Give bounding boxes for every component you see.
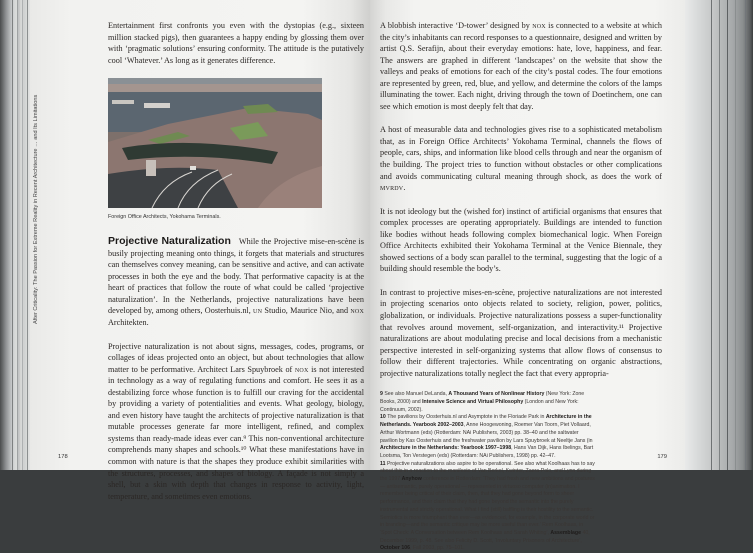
photo-bus — [146, 160, 156, 176]
footnote-text: Projective naturalizations also aspire to be operational. See also what Koolhaas has to say about this in a reaction to the manifesto of Van Berkel, Kwinter, Zaera-Polo, and Lynn during the 1997 — [380, 460, 595, 483]
footnote-text: 40, December 1999, p. 48. See also Felicity D. Scott, ‘Involuntary Prisoners of Architecture’, — [380, 529, 590, 544]
footnote-title: Assemblage — [550, 529, 581, 536]
body-paragraph: In contrast to projective mises-en-scène, projective naturalizations are not interested in projecting scenarios onto objects related to society, religion, power, politics, globalization, or individuals. Projective naturalizations possess a super-functionality that revolves around movement, self-organization, and interactivity.¹¹ Projective naturalizations are about modulating precise and local decisions from a mechanistic perspective interested in self-organizing systems that allow flows of consensus to follow their different trajectories. While concentrating on organic abstractions, projective naturalizations totally neglect the fact that every appropria- — [380, 287, 662, 378]
photo-city-skyline — [108, 84, 322, 92]
figure-caption: Foreign Office Architects, Yokohama Terminals. — [108, 214, 221, 221]
footnote-text: , Fall 2003, pp. 75–101. — [410, 545, 465, 552]
footnote-text: See also Manuel DeLanda, — [384, 391, 449, 398]
acronym: nox — [532, 21, 546, 30]
photo-boat — [112, 100, 134, 104]
body-paragraph: Projective naturalization is not about signs, messages, codes, programs, or collages of ideas projected onto an object, but about technologies that allow matter to be performative. Architect Lars Spuybroek of nox is not interested in technology as a way of regulating functions and comfort. He sees it as a destabilizing force whose function is to fulfill our craving for the accidental by providing a variety of potentialities and events. What geology, biology, and even history have taught the architects of projective naturalization is that mutable processes generate far more intelligent, refined, and complex systems than ready-made ideas ever can.⁹ This non-conventional architecture comprehends many shapes and schools.¹⁰ What these manifestations have in common with nature is that the shapes they produce exhibit similarities with the structures, processes, and shapes of biology. A façade is not simply a shell, but a skin with depth that changes in response to activity, light, temperature, and sometimes even emotions. — [108, 341, 364, 501]
footnote — [380, 391, 595, 414]
footnote — [380, 461, 595, 553]
book-fore-edge-left — [0, 0, 30, 470]
footnote-number: 11 — [380, 460, 387, 467]
figure-yokohama-terminal-photo — [108, 78, 322, 208]
footnote-title: A Thousand Years of Nonlinear History — [448, 391, 545, 398]
footnote-text: , Anne Hoogewoning, Roemer Van Toorn, Piet Vollaard, Arthur Wortmann (eds) (Rotterdam: NAi Publishers, 2003) pp. 38–40 and the saltwater pavilion by Kas Oosterhuis and the freshwater pavilion by Lars Spuybroek at Neeltje Jans (in — [380, 422, 593, 444]
intro-paragraph: Entertainment first confronts you even with the dystopias (e.g., sixteen million stacked pigs), then guarantees a happy ending by glossing them over with ‘pragmatic solutions’ ensuring conformity. The attitude is the putatively cool ‘Whatever.’ As long as it generates difference. — [108, 21, 364, 65]
section-paragraph — [108, 236, 364, 328]
footnote-number: 10 — [380, 414, 388, 421]
right-text-column — [380, 20, 662, 553]
footnote-title: October 106 — [380, 545, 410, 552]
body-paragraph: A host of measurable data and technologies gives rise to a sophisticated metabolism that, as in Foreign Office Architects’ Yokohama Terminal, channels the flows of people, cars, ships, and information like blood cells through and near the organism of the building. The project tries to function without obstacles or other complications and avoids communicating cultural meaning through shock, as does the work of mvrdv. — [380, 125, 662, 193]
section-paragraph-text: While the Projective mise-en-scène is busily projecting meaning onto things, it forgets that materials and structures can themselves convey meaning, can be sensitive and active, and can activate processes in both the eye and the body. That performative capacity is at the heart of practices that follow the route of what could be called ‘projective naturalization’. In the Netherlands, projective naturalizations have been developed by, among others, Oosterhuis.nl, un Studio, Maurice Nio, and nox Architekten. — [108, 237, 364, 328]
photo-car — [190, 166, 196, 170]
book-fore-edge-right — [685, 0, 753, 470]
section-heading: Projective Naturalization — [108, 235, 231, 248]
left-text-column — [108, 20, 364, 514]
page-number-left: 178 — [58, 454, 68, 460]
footnotes — [380, 391, 595, 553]
photo-road — [108, 168, 238, 208]
acronym: nox — [350, 306, 364, 316]
terminal-photo-illustration — [108, 78, 322, 208]
footnote-title: Anyhow — [401, 476, 422, 483]
footnote-text: conference in Rotterdam: ‘They had fresh and new ambitions and postures — antisemantic, purely operational — represented in virtuoso computer (in)animation. I remember being critical of their claim, then, that they had gone beyond form to sheer performance, and their claim that they had gone beyond the semantic into the purely instrumental and strictly operational. What I find (still) baffling is their hostility to the semantic. Semiotics is more triumphant than ever—as evidenced, for example, in the corporate world or in branding—and the semantic critique may be more useful than ever.’ Rem Koolhaas, in ‘Spot Check: A Conversation between Rem Koolhaas and Sarah Whiting’, — [380, 476, 595, 536]
photo-boat — [144, 103, 170, 108]
page-number-right: 179 — [657, 454, 667, 460]
footnote-text: (London and New York: Continuum, 2002). — [380, 399, 579, 413]
footnote-title: Architecture in the Netherlands. Yearbook 2002–2003 — [380, 414, 592, 429]
footnote-title: Intensive Science and Virtual Philosophy — [422, 399, 524, 406]
footnote-text: , Hans Van Dijk, Hans Ibelings, Bart Lootsma, Ton Verstegen (eds) (Rotterdam: NAi Publishers, 1998) pp. 42–47. — [380, 445, 594, 459]
body-paragraph: A blobbish interactive ‘D-tower’ designed by nox is connected to a website at which the city’s inhabitants can record responses to a questionnaire, designed and written by artist Q.S. Serafijn, about their everyday emotions: hate, love, happiness, and fear. The answers are graphed in different ‘landscapes’ on the website that show the valleys and peaks of emotions for each of the city’s postal codes. The four emotions are represented by green, red, blue, and yellow, and determine the colors of the lamps illuminating the tower. Each night, driving through the town of Doetinchem, one can see which emotion is most deeply felt that day. — [380, 21, 662, 111]
running-head: After Criticality: The Passion for Extreme Reality in Recent Architecture … and Its Limitations — [33, 94, 39, 324]
footnote-title: Architecture in the Netherlands: Yearbook 1997–1998 — [380, 445, 512, 452]
footnote-number: 9 — [380, 391, 385, 398]
acronym: nox — [294, 364, 309, 374]
acronym: mvrdv — [380, 183, 404, 193]
footnote — [380, 414, 595, 460]
left-page — [30, 0, 370, 501]
footnote-text: (New York: Zone Books, 2000) and — [380, 391, 585, 406]
footnote-text: The pavilions by Oosterhuis.nl and Asymptote in the Floriade Park in — [387, 414, 546, 421]
acronym: un — [253, 306, 263, 316]
body-paragraph: It is not ideology but the (wished for) instinct of artificial organisms that ensures that complex processes are operating appropriately. Buildings are intended to function like bodies without heads following complex biomechanical logic. When Foreign Office Architects exhibited their Yokohama Terminal at the Venice Biennale, they showed sections of a body scan parallel to the terminal, suggesting that the logic of a building should resemble the body’s. — [380, 206, 662, 274]
right-page — [370, 0, 685, 552]
